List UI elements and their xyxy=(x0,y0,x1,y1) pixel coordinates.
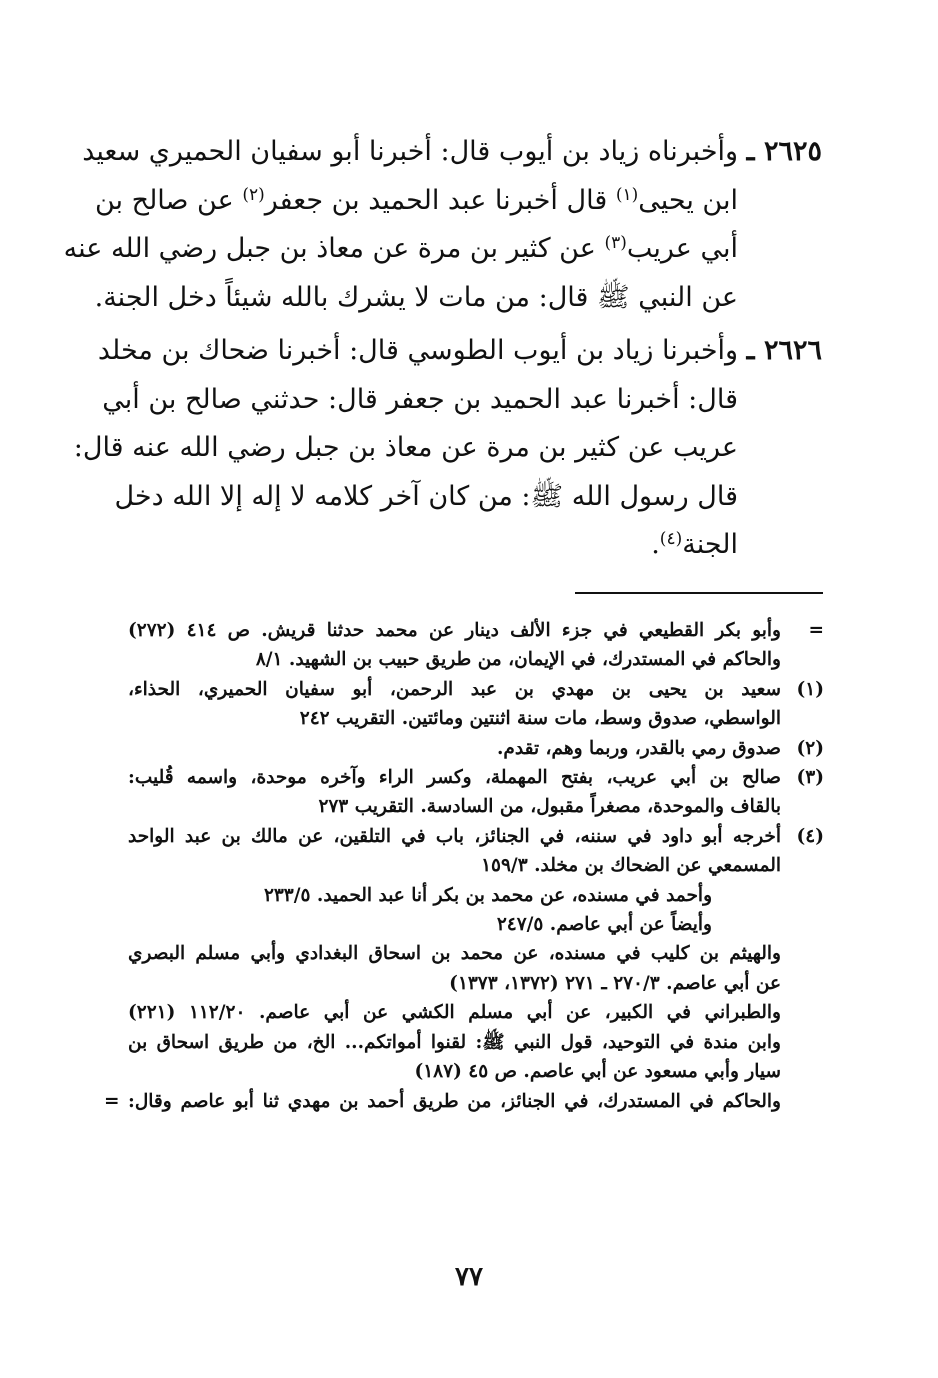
continuation-mark: = xyxy=(104,1090,120,1112)
footnote-1 xyxy=(102,675,824,734)
footnote-line: والهيثم بن كليب في مسنده، عن محمد بن اسحاق البغدادي وأبي مسلم البصري xyxy=(128,943,781,965)
footnote-line: والحاكم في المستدرك، في الإيمان، من طريق حبيب بن الشهيد. ٨/١ xyxy=(255,649,781,671)
text-line xyxy=(82,128,822,177)
footnote-line: أخرجه أبو داود في سننه، في الجنائز، باب في التلقين، عن مالك بن عبد الواحد xyxy=(128,825,781,847)
text-line xyxy=(73,424,822,473)
footnote-divider xyxy=(575,592,823,594)
footnote-line: بالقاف والموحدة، مصغراً مقبول، من السادسة. التقريب ٢٧٣ xyxy=(318,796,781,818)
text-line xyxy=(97,327,822,376)
text-segment: . xyxy=(651,529,660,560)
footnote-marker: (٤) xyxy=(796,825,824,847)
page-number: ٧٧ xyxy=(455,1262,483,1292)
footnote-line: المسمعي عن الضحاك بن مخلد. ١٥٩/٣ xyxy=(481,855,781,877)
footnote-line: والطبراني في الكبير، عن أبي مسلم الكشي عن أبي عاصم. ١١٢/٢٠ (٢٢١) xyxy=(128,1002,781,1024)
footnote-3 xyxy=(102,763,824,822)
footnote-ref[interactable]: (١) xyxy=(615,184,639,205)
continuation-mark: = xyxy=(808,620,824,641)
footnote-ref[interactable]: (٤) xyxy=(659,529,683,549)
footnote-marker: (١) xyxy=(796,678,824,700)
text-segment: ابن يحيى xyxy=(638,184,738,216)
text-line xyxy=(94,274,822,323)
footnote-line: وأيضاً عن أبي عاصم. ٢٤٧/٥ xyxy=(496,914,712,936)
text-segment: عريب عن كثير بن مرة عن معاذ بن جبل رضي الله عنه قال: xyxy=(73,432,738,463)
footnote-ref[interactable]: (٣) xyxy=(604,233,627,253)
main-text xyxy=(63,128,822,575)
text-line xyxy=(102,376,822,425)
footnote-line: سيار وأبي مسعود عن أبي عاصم. ص ٤٥ (١٨٧) xyxy=(414,1061,781,1083)
text-line xyxy=(95,177,822,226)
text-segment: قال: أخبرنا عبد الحميد بن جعفر قال: حدثني صالح بن أبي xyxy=(102,383,738,415)
text-segment: عن كثير بن مرة عن معاذ بن جبل رضي الله عنه xyxy=(63,233,596,264)
hadith-2626 xyxy=(73,327,822,570)
footnote-marker: (٣) xyxy=(796,767,824,789)
text-segment: أبي عريب xyxy=(626,233,738,264)
footnote-line: صدوق رمي بالقدر، وربما وهم، تقدم. xyxy=(496,737,781,759)
text-segment: عن صالح بن xyxy=(95,184,234,216)
text-segment: الجنة xyxy=(682,529,738,560)
footnote-line: عن أبي عاصم. ٢٧٠/٣ ـ ٢٧١ (١٣٧٢، ١٣٧٣) xyxy=(449,972,781,994)
text-line xyxy=(128,521,822,570)
footnote-line: وأبو بكر القطيعي في جزء الألف دينار عن محمد حدثنا قريش. ص ٤١٤ (٢٧٢) xyxy=(128,620,781,641)
footnote-4 xyxy=(102,822,824,1116)
text-segment: عن النبي ﷺ قال: من مات لا يشرك بالله شيئاً دخل الجنة. xyxy=(94,281,738,313)
footnote-line: وابن مندة في التوحيد، قول النبي ﷺ: لقنوا أمواتكم... الخ، من طريق اسحاق بن xyxy=(128,1031,781,1053)
hadith-2625 xyxy=(63,128,822,322)
footnotes xyxy=(102,616,824,1116)
footnote-2 xyxy=(102,734,824,763)
text-segment: وأخبرناه زياد بن أيوب قال: أخبرنا أبو سفيان الحميري سعيد xyxy=(82,136,739,167)
text-segment: قال رسول الله ﷺ: من كان آخر كلامه لا إله إلا الله دخل xyxy=(114,480,738,512)
text-line xyxy=(63,225,822,274)
footnote-continuation xyxy=(102,616,824,675)
text-line xyxy=(114,473,822,522)
text-segment: وأخبرنا زياد بن أيوب الطوسي قال: أخبرنا ضحاك بن مخلد xyxy=(97,335,739,366)
footnote-line: سعيد بن يحيى بن مهدي بن عبد الرحمن، أبو سفيان الحميري، الحذاء، xyxy=(128,678,781,700)
hadith-number: ٢٦٢٥ ـ xyxy=(746,136,822,167)
footnote-line: وأحمد في مسنده، عن محمد بن بكر أنا عبد الحميد. ٢٣٣/٥ xyxy=(263,884,712,906)
footnote-marker: (٢) xyxy=(796,737,824,759)
footnote-text: والحاكم في المستدرك، في الجنائز، من طريق أحمد بن مهدي ثنا أبو عاصم وقال: xyxy=(128,1090,781,1112)
footnote-line: الواسطي، صدوق وسط، مات سنة اثنتين ومائتين. التقريب ٢٤٢ xyxy=(299,708,781,730)
text-segment: قال أخبرنا عبد الحميد بن جعفر xyxy=(264,184,608,216)
hadith-number: ٢٦٢٦ ـ xyxy=(746,335,822,366)
footnote-line xyxy=(102,1087,824,1116)
footnote-line: صالح بن أبي عريب، بفتح المهملة، وكسر الراء وآخره موحدة، واسمه قُليب: xyxy=(128,767,781,789)
footnote-ref[interactable]: (٢) xyxy=(242,184,265,205)
